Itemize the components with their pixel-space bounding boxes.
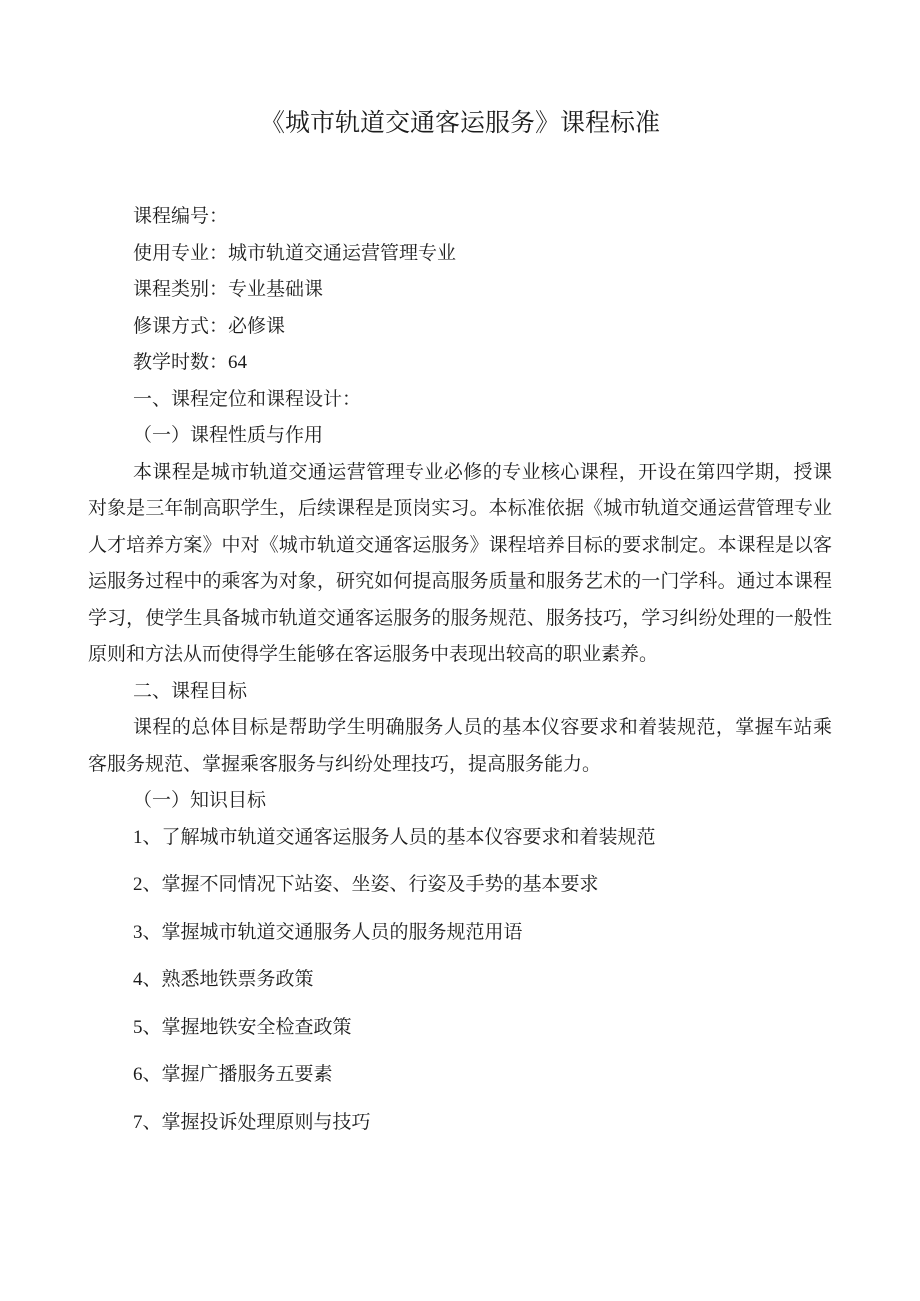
knowledge-objective-item: 7、掌握投诉处理原则与技巧 (133, 1111, 371, 1133)
meta-value: 必修课 (228, 315, 286, 337)
section1-paragraph: 本课程是城市轨道交通运营管理专业必修的专业核心课程，开设在第四学期，授课对象是三年制高职学生，后续课程是顶岗实习。本标准依据《城市轨道交通运营管理专业人才培养方案》中对《城市轨道交通客运服务》课程培养目标的要求制定。本课程是以客运服务过程中的乘客为对象，研究如何提高服务质量和服务艺术的一门学科。通过本课程学习，使学生具备城市轨道交通客运服务的服务规范、服务技巧，学习纠纷处理的一般性原则和方法从而使得学生能够在客运服务中表现出较高的职业素养。 (88, 461, 832, 665)
section2-heading: 二、课程目标 (133, 680, 248, 702)
meta-line-course-type (88, 309, 832, 346)
section1-subheading: （一）课程性质与作用 (133, 425, 324, 446)
meta-line-course-category (88, 272, 832, 309)
meta-label: 使用专业： (133, 242, 229, 264)
meta-block (88, 199, 832, 382)
meta-line-teaching-hours (88, 345, 832, 382)
meta-value: 64 (228, 352, 248, 373)
knowledge-objective-item: 6、掌握广播服务五要素 (133, 1064, 333, 1085)
meta-label: 课程编号： (133, 206, 229, 227)
knowledge-objective-item: 2、掌握不同情况下站姿、坐姿、行姿及手势的基本要求 (133, 874, 599, 895)
meta-label: 修课方式： (133, 315, 229, 337)
section2-paragraph: 课程的总体目标是帮助学生明确服务人员的基本仪容要求和着装规范，掌握车站乘客服务规范、掌握乘客服务与纠纷处理技巧，提高服务能力。 (88, 717, 832, 775)
knowledge-objectives-list (88, 820, 832, 1142)
meta-label: 课程类别： (133, 279, 229, 300)
knowledge-objective-item: 4、熟悉地铁票务政策 (133, 969, 314, 990)
meta-value: 专业基础课 (228, 279, 324, 300)
meta-value: 城市轨道交通运营管理专业 (228, 242, 457, 264)
section2-subheading: （一）知识目标 (133, 790, 267, 811)
knowledge-objective-item: 5、掌握地铁安全检查政策 (133, 1016, 352, 1038)
meta-label: 教学时数： (133, 352, 229, 373)
knowledge-objective-item: 1、了解城市轨道交通客运服务人员的基本仪容要求和着装规范 (133, 826, 656, 848)
page-title: 《城市轨道交通客运服务》课程标准 (259, 110, 660, 137)
section1-heading: 一、课程定位和课程设计： (133, 388, 362, 410)
meta-line-course-number (88, 199, 832, 236)
knowledge-objective-item: 3、掌握城市轨道交通服务人员的服务规范用语 (133, 921, 523, 943)
meta-line-major (88, 236, 832, 273)
